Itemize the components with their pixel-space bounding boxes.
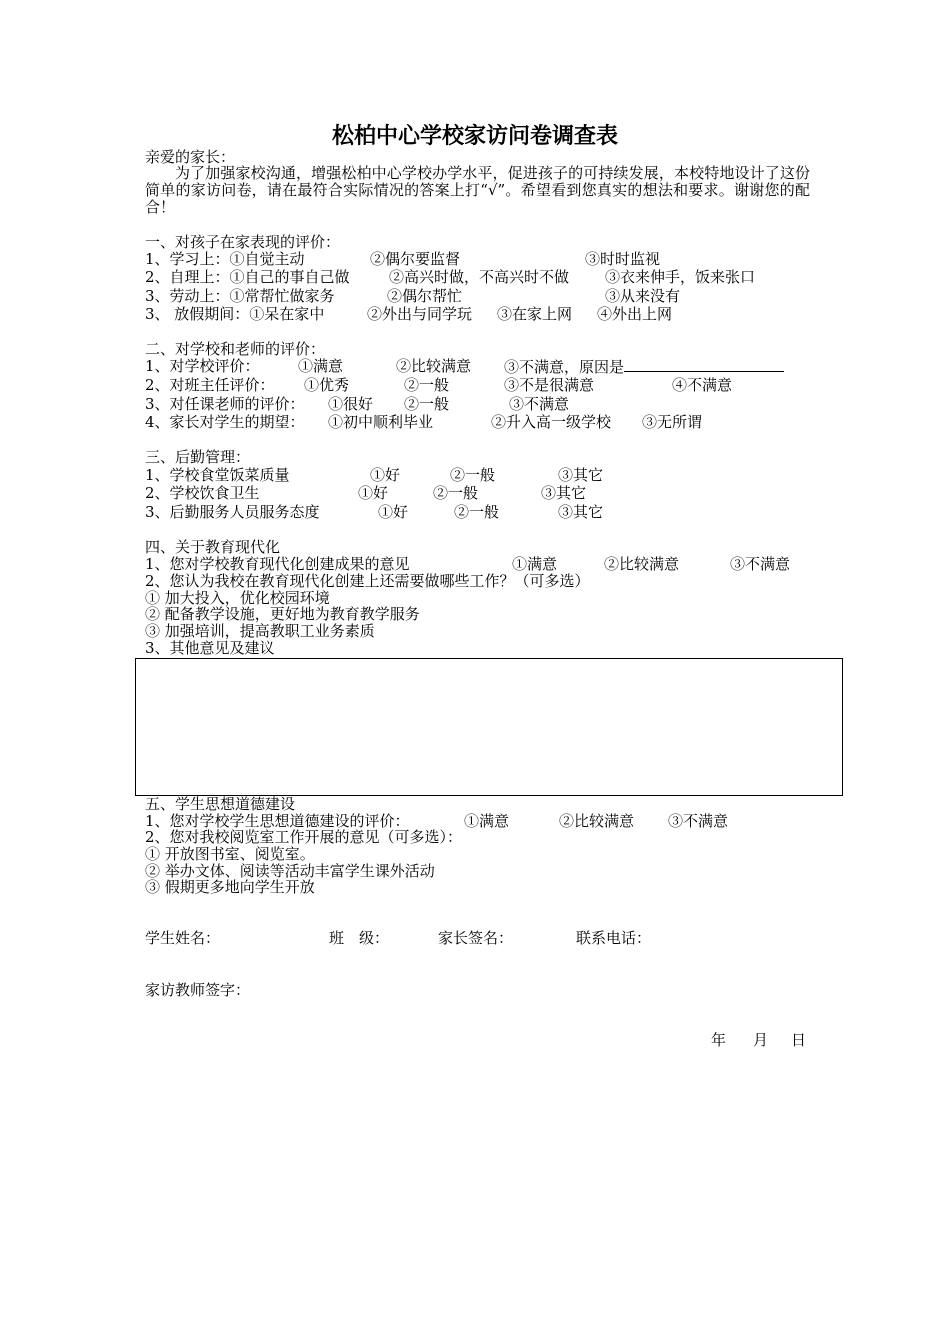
teacher-signature-label: 家访教师签字： bbox=[145, 981, 251, 999]
s2-q3-option-1: ①很好 bbox=[328, 395, 374, 413]
s4-q3-label: 3、其他意见及建议 bbox=[145, 639, 275, 657]
s3-q3-option-2: ②一般 bbox=[454, 503, 500, 521]
s2-q4-label: 4、家长对学生的期望： bbox=[145, 413, 305, 431]
reason-blank-line bbox=[624, 358, 784, 372]
s5-q2-option-3: ③ 假期更多地向学生开放 bbox=[145, 878, 315, 896]
s5-q1-option-1: ①满意 bbox=[464, 812, 510, 830]
s2-q2-option-2: ②一般 bbox=[404, 376, 450, 394]
s1-q4-option-2: ②外出与同学玩 bbox=[367, 305, 473, 323]
s5-q1-label: 1、您对学校学生思想道德建设的评价： bbox=[145, 812, 410, 830]
s2-q1-option-3 bbox=[504, 358, 784, 376]
s5-q1-option-3: ③不满意 bbox=[668, 812, 729, 830]
s2-q4-option-1: ①初中顺利毕业 bbox=[328, 413, 434, 431]
s5-q1-option-2: ②比较满意 bbox=[559, 812, 635, 830]
s4-q2-option-3: ③ 加强培训，提高教职工业务素质 bbox=[145, 622, 375, 640]
class-label: 班 级： bbox=[329, 929, 390, 947]
parent-signature-label: 家长签名： bbox=[438, 929, 514, 947]
phone-label: 联系电话： bbox=[576, 929, 652, 947]
s2-q3-option-3: ③不满意 bbox=[509, 395, 570, 413]
s2-q2-option-4: ④不满意 bbox=[672, 376, 733, 394]
s2-q2-option-3: ③不是很满意 bbox=[504, 376, 595, 394]
s2-q4-option-3: ③无所谓 bbox=[642, 413, 703, 431]
s5-q2-option-1: ① 开放图书室、阅览室。 bbox=[145, 845, 315, 863]
s1-q3-option-3: ③从来没有 bbox=[605, 287, 681, 305]
date-month: 月 bbox=[753, 1031, 769, 1049]
s4-q2-option-1: ① 加大投入，优化校园环境 bbox=[145, 589, 330, 607]
s3-q3-option-3: ③其它 bbox=[558, 503, 604, 521]
s5-q2-label: 2、您对我校阅览室工作开展的意见（可多选）： bbox=[145, 828, 463, 846]
s4-q1-label: 1、您对学校教育现代化创建成果的意见 bbox=[145, 555, 410, 573]
s3-q3-label: 3、后勤服务人员服务态度 bbox=[145, 503, 320, 521]
s2-q4-option-2: ②升入高一级学校 bbox=[491, 413, 612, 431]
s2-q2-option-1: ①优秀 bbox=[304, 376, 350, 394]
s2-q2-label: 2、对班主任评价： bbox=[145, 376, 275, 394]
s4-q2-option-2: ② 配备教学设施，更好地为教育教学服务 bbox=[145, 605, 420, 623]
s1-q4-option-4: ④外出上网 bbox=[597, 305, 673, 323]
s3-q1-option-3: ③其它 bbox=[558, 466, 604, 484]
s3-q3-option-1: ①好 bbox=[378, 503, 409, 521]
s3-q1-option-2: ②一般 bbox=[450, 466, 496, 484]
s1-q4-label: 3、 放假期间：①呆在家中 bbox=[145, 305, 325, 323]
s4-q1-option-3: ③不满意 bbox=[730, 555, 791, 573]
s3-q2-label: 2、学校饮食卫生 bbox=[145, 484, 260, 502]
date-year: 年 bbox=[711, 1031, 727, 1049]
s2-q1-label: 1、对学校评价： bbox=[145, 357, 260, 375]
s1-q2-label: 2、自理上：①自己的事自己做 bbox=[145, 268, 350, 286]
s4-q2-label: 2、您认为我校在教育现代化创建上还需要做哪些工作？（可多选） bbox=[145, 572, 590, 590]
s1-q1-option-3: ③时时监视 bbox=[585, 250, 661, 268]
s1-q1-option-2: ②偶尔要监督 bbox=[370, 250, 461, 268]
section-3-heading: 三、后勤管理： bbox=[145, 448, 251, 466]
section-4-heading: 四、关于教育现代化 bbox=[145, 538, 281, 556]
s1-q3-label: 3、劳动上：①常帮忙做家务 bbox=[145, 287, 335, 305]
s2-q1-option-3-text: ③不满意，原因是 bbox=[504, 358, 625, 376]
section-5-heading: 五、学生思想道德建设 bbox=[145, 795, 296, 813]
s3-q2-option-1: ①好 bbox=[358, 484, 389, 502]
s1-q3-option-2: ②偶尔帮忙 bbox=[387, 287, 463, 305]
student-name-label: 学生姓名： bbox=[145, 929, 221, 947]
s2-q1-option-1: ①满意 bbox=[298, 357, 344, 375]
section-2-heading: 二、对学校和老师的评价： bbox=[145, 340, 326, 358]
s1-q4-option-3: ③在家上网 bbox=[497, 305, 573, 323]
s3-q1-label: 1、学校食堂饭菜质量 bbox=[145, 466, 290, 484]
s2-q1-option-2: ②比较满意 bbox=[396, 357, 472, 375]
s2-q3-label: 3、对任课老师的评价： bbox=[145, 395, 305, 413]
s1-q2-option-3: ③衣来伸手，饭来张口 bbox=[605, 268, 756, 286]
suggestions-textbox[interactable] bbox=[135, 658, 843, 796]
s1-q2-option-2: ②高兴时做，不高兴时不做 bbox=[389, 268, 570, 286]
intro-paragraph: 为了加强家校沟通，增强松柏中心学校办学水平，促进孩子的可持续发展，本校特地设计了这份简单的家访问卷，请在最符合实际情况的答案上打“√”。希望看到您真实的想法和要求。谢谢您的配合！ bbox=[145, 164, 810, 216]
s3-q2-option-2: ②一般 bbox=[433, 484, 479, 502]
s5-q2-option-2: ② 举办文体、阅读等活动丰富学生课外活动 bbox=[145, 862, 435, 880]
s4-q1-option-2: ②比较满意 bbox=[604, 555, 680, 573]
s4-q1-option-1: ①满意 bbox=[512, 555, 558, 573]
page-title: 松柏中心学校家访问卷调查表 bbox=[331, 123, 618, 149]
s3-q1-option-1: ①好 bbox=[370, 466, 401, 484]
section-1-heading: 一、对孩子在家表现的评价： bbox=[145, 233, 341, 251]
date-day: 日 bbox=[791, 1031, 807, 1049]
greeting: 亲爱的家长： bbox=[145, 148, 236, 166]
s2-q3-option-2: ②一般 bbox=[404, 395, 450, 413]
s1-q1-label: 1、学习上：①自觉主动 bbox=[145, 250, 305, 268]
s3-q2-option-3: ③其它 bbox=[541, 484, 587, 502]
